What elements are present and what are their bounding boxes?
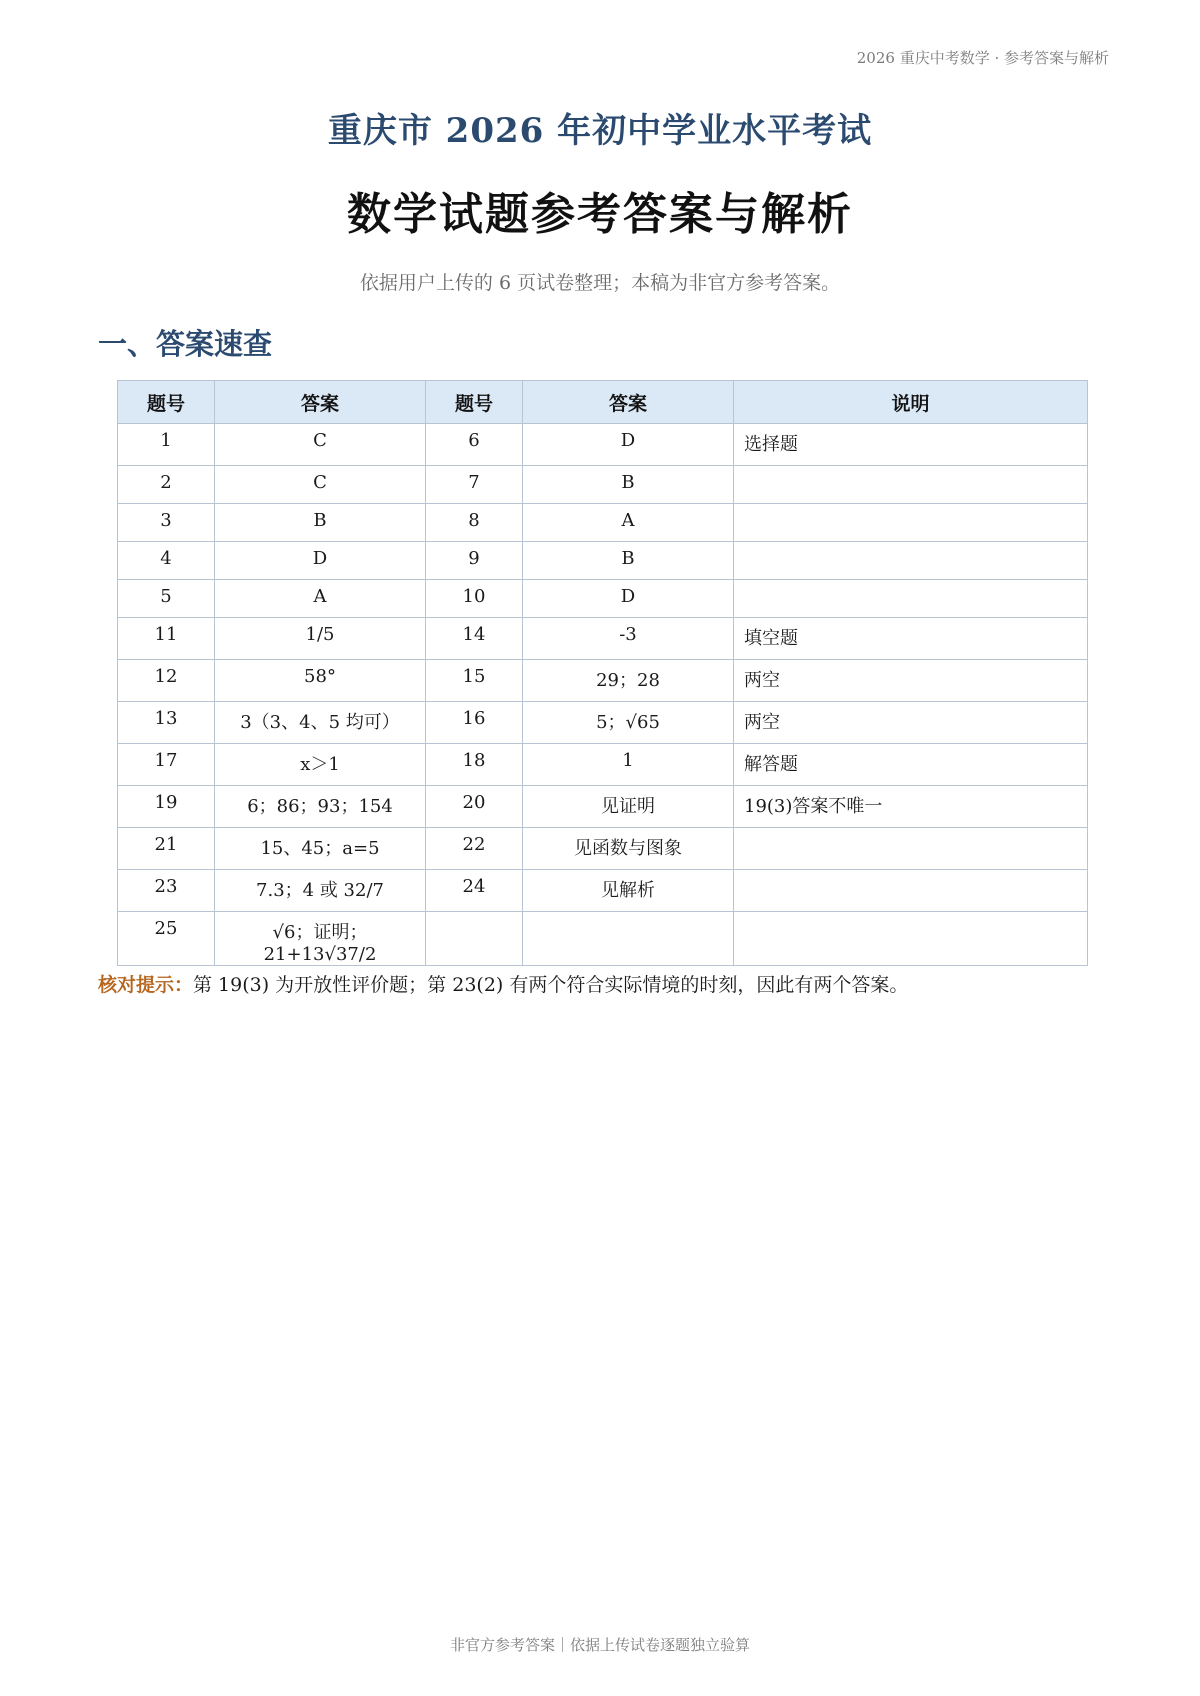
question-no: 12 [118, 660, 215, 702]
note-cell [734, 542, 1088, 580]
question-no: 17 [118, 744, 215, 786]
table-row [118, 580, 1088, 618]
table-row [118, 786, 1088, 828]
answer-cell: 6；86；93；154 [215, 786, 426, 828]
question-no: 24 [426, 870, 523, 912]
question-no: 23 [118, 870, 215, 912]
table-row [118, 542, 1088, 580]
question-no: 3 [118, 504, 215, 542]
question-no: 18 [426, 744, 523, 786]
document-subtitle: 依据用户上传的 6 页试卷整理；本稿为非官方参考答案。 [359, 272, 841, 294]
answer-cell: 58° [215, 660, 426, 702]
question-no: 1 [118, 424, 215, 466]
table-header-row [118, 381, 1088, 424]
note-cell [734, 912, 1088, 966]
check-note-text: 第 19(3) 为开放性评价题；第 23(2) 有两个符合实际情境的时刻，因此有两个答案。 [193, 974, 909, 996]
question-no: 5 [118, 580, 215, 618]
question-no: 20 [426, 786, 523, 828]
answer-cell: x＞1 [215, 744, 426, 786]
question-no: 25 [118, 912, 215, 966]
header-note: 说明 [734, 381, 1088, 424]
note-cell: 19(3)答案不唯一 [734, 786, 1088, 828]
table-row [118, 504, 1088, 542]
table-row [118, 424, 1088, 466]
question-no: 9 [426, 542, 523, 580]
question-no: 7 [426, 466, 523, 504]
header-question-no: 题号 [426, 381, 523, 424]
check-note [98, 970, 908, 997]
question-no: 11 [118, 618, 215, 660]
answer-cell: 1/5 [215, 618, 426, 660]
answer-cell: 15、45；a=5 [215, 828, 426, 870]
answer-cell: D [523, 580, 734, 618]
question-no: 2 [118, 466, 215, 504]
note-cell [734, 580, 1088, 618]
answer-cell: √6；证明；21+13√37/2 [215, 912, 426, 966]
answer-cell: 3（3、4、5 均可） [215, 702, 426, 744]
answer-cell: D [215, 542, 426, 580]
table-row [118, 912, 1088, 966]
question-no: 6 [426, 424, 523, 466]
answer-cell: -3 [523, 618, 734, 660]
section-heading: 一、答案速查 [98, 327, 273, 361]
note-cell [734, 504, 1088, 542]
answer-cell: 见证明 [523, 786, 734, 828]
note-cell: 选择题 [734, 424, 1088, 466]
answer-cell: C [215, 424, 426, 466]
note-cell: 解答题 [734, 744, 1088, 786]
table-row [118, 870, 1088, 912]
note-cell: 两空 [734, 702, 1088, 744]
question-no: 22 [426, 828, 523, 870]
answer-cell: B [523, 542, 734, 580]
question-no: 14 [426, 618, 523, 660]
table-row [118, 618, 1088, 660]
exam-title: 重庆市 2026 年初中学业水平考试 [327, 111, 873, 151]
note-cell: 两空 [734, 660, 1088, 702]
answer-cell: C [215, 466, 426, 504]
answer-cell: D [523, 424, 734, 466]
answer-cell: 1 [523, 744, 734, 786]
answer-cell: 29；28 [523, 660, 734, 702]
question-no: 8 [426, 504, 523, 542]
answer-cell: B [523, 466, 734, 504]
document-title: 数学试题参考答案与解析 [347, 189, 853, 240]
question-no: 19 [118, 786, 215, 828]
header-question-no: 题号 [118, 381, 215, 424]
running-header: 2026 重庆中考数学 · 参考答案与解析 [856, 49, 1109, 67]
header-answer: 答案 [215, 381, 426, 424]
answer-cell: 见解析 [523, 870, 734, 912]
header-answer: 答案 [523, 381, 734, 424]
note-cell: 填空题 [734, 618, 1088, 660]
answer-cell: 5；√65 [523, 702, 734, 744]
question-no: 10 [426, 580, 523, 618]
answer-cell: A [523, 504, 734, 542]
answer-cell: 见函数与图象 [523, 828, 734, 870]
note-cell [734, 828, 1088, 870]
question-no: 4 [118, 542, 215, 580]
answer-cell: A [215, 580, 426, 618]
answer-table [117, 380, 1088, 966]
answer-cell: B [215, 504, 426, 542]
answer-cell: 7.3；4 或 32/7 [215, 870, 426, 912]
question-no: 16 [426, 702, 523, 744]
question-no [426, 912, 523, 966]
question-no: 15 [426, 660, 523, 702]
table-row [118, 660, 1088, 702]
table-row [118, 828, 1088, 870]
table-row [118, 744, 1088, 786]
answer-cell [523, 912, 734, 966]
question-no: 13 [118, 702, 215, 744]
table-row [118, 702, 1088, 744]
check-note-label: 核对提示： [98, 974, 194, 996]
note-cell [734, 466, 1088, 504]
table-row [118, 466, 1088, 504]
note-cell [734, 870, 1088, 912]
page-footer: 非官方参考答案｜依据上传试卷逐题独立验算 [449, 1636, 750, 1654]
question-no: 21 [118, 828, 215, 870]
